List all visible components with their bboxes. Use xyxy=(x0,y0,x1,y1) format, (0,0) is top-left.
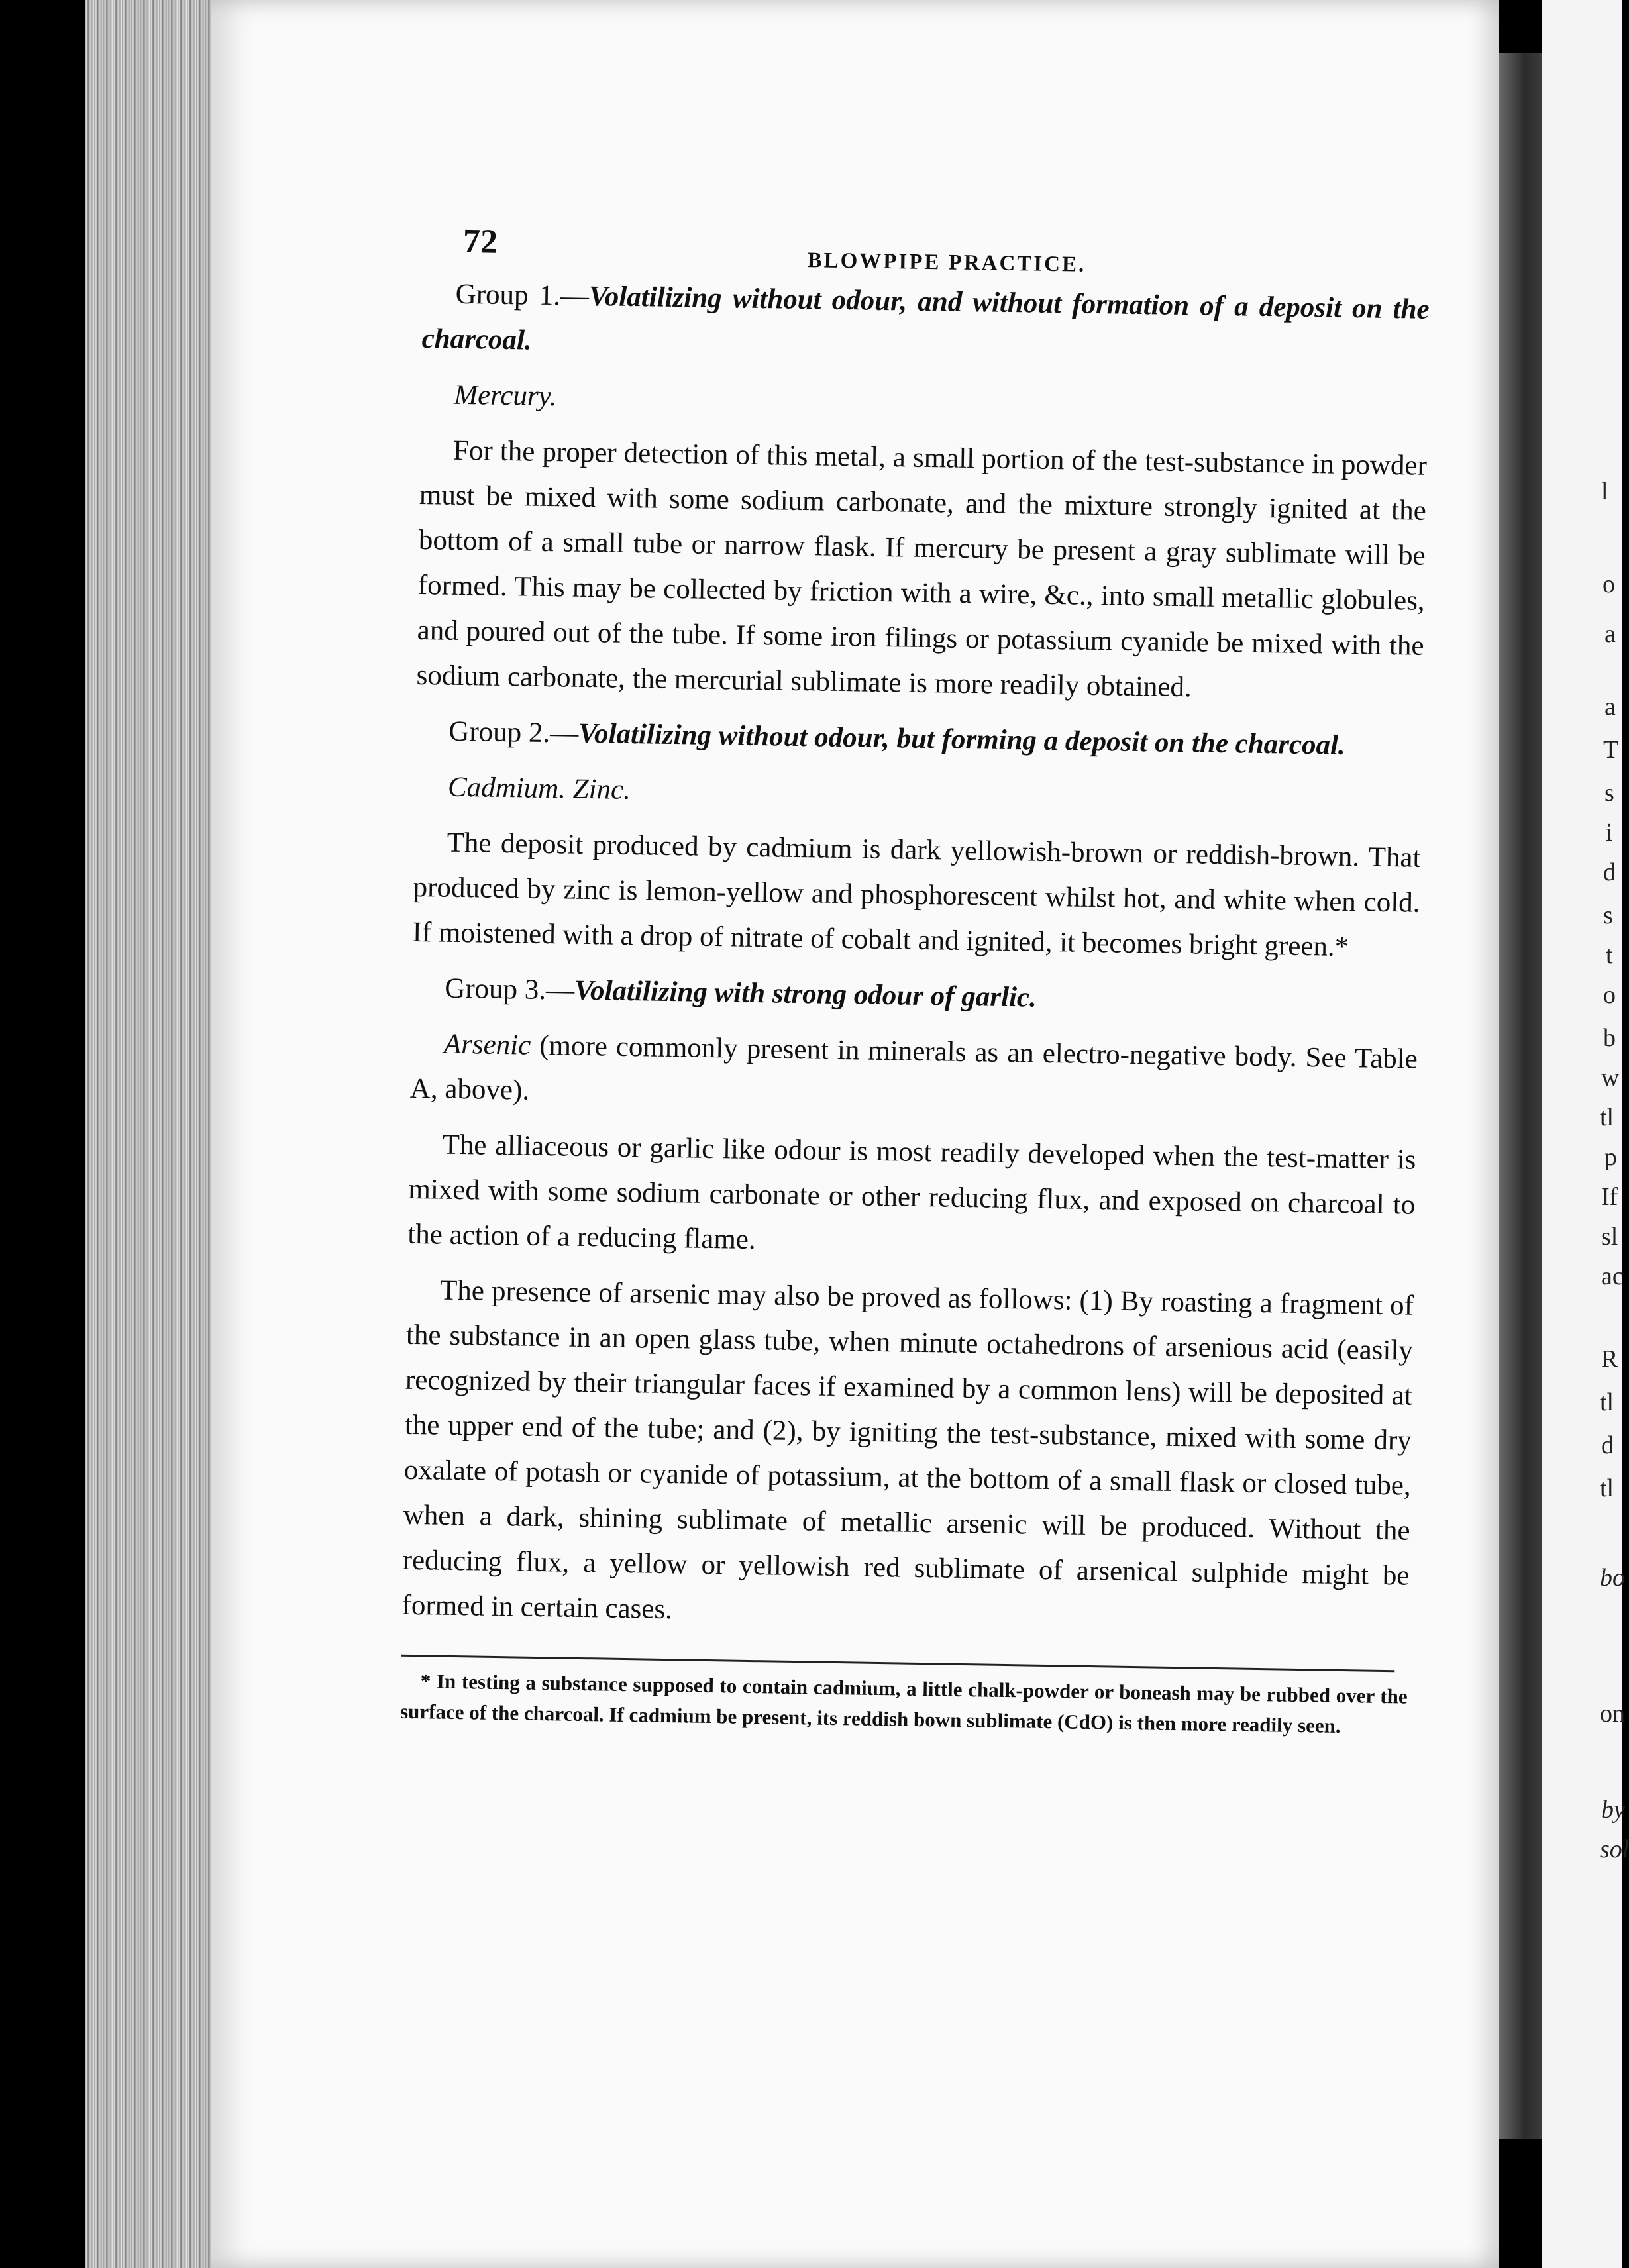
group1-heading xyxy=(421,272,1430,378)
adjacent-fragment: p xyxy=(1604,1143,1617,1171)
adjacent-page xyxy=(1542,0,1629,2268)
group2-heading-prefix: Group 2.— xyxy=(448,715,579,749)
group2-heading xyxy=(415,709,1423,770)
group1-paragraph: For the proper detection of this metal, a small portion of the test-substance in powder must be mixed with some sodium carbonate, and the mixture strongly ignited at the bottom of a small tube or narrow flask. If mercury be present a gray sublimate will be formed. This may be collected by friction with a wire, &c., into small metallic globules, and poured out of the tube. If some iron filings or potassium cyanide be mixed with the sodium carbonate, the mercurial sublimate is more readily obtained. xyxy=(416,435,1428,703)
running-head: BLOWPIPE PRACTICE. xyxy=(807,248,1086,277)
adjacent-fragment: s xyxy=(1604,779,1614,807)
group2-heading-text: Volatilizing without odour, but forming a deposit on the charcoal. xyxy=(578,717,1346,761)
group3-paragraph-1: The alliaceous or garlic like odour is most readily developed when the test-matter is mixed with some sodium carbonate or other reducing flux, and exposed on charcoal to the action of a reducing flame. xyxy=(407,1129,1416,1256)
adjacent-fragment: s xyxy=(1603,902,1613,929)
group3-heading-text: Volatilizing with strong odour of garlic. xyxy=(574,974,1037,1013)
adjacent-fragment: R xyxy=(1601,1345,1618,1373)
group3-paragraph-2: The presence of arsenic may also be proved as follows: (1) By roasting a fragment of the substance in an open glass tube, when minute octahedrons of arsenious acid (easily recognized by their triangular faces if examined by a common lens) will be deposited at the upper end of the tube; and (2), by igniting the test-substance, mixed with some dry oxalate of potash or cyanide of potassium, at the bottom of a small flask or closed tube, when a dark, shining sublimate of metallic arsenic will be produced. Without the reducing flux, a yellow or yellowish red sublimate of arsenical sulphide might be formed in certain cases. xyxy=(401,1274,1414,1625)
adjacent-fragment: l xyxy=(1601,478,1608,505)
group3-heading xyxy=(411,966,1419,1027)
adjacent-fragment: t xyxy=(1606,941,1613,969)
adjacent-fragment: i xyxy=(1606,819,1613,847)
page-content xyxy=(400,199,1431,1753)
arsenic-word: Arsenic xyxy=(443,1028,531,1061)
adjacent-fragment: tl xyxy=(1600,1388,1614,1416)
adjacent-fragment: tl xyxy=(1600,1104,1614,1131)
arsenic-description: (more commonly present in minerals as an electro-negative body. See Table A, above). xyxy=(409,1029,1418,1106)
group1-heading-text: Volatilizing without odour, and without formation of a deposit on the charcoal. xyxy=(421,280,1430,356)
adjacent-fragment: b xyxy=(1603,1024,1616,1052)
group2-paragraph: The deposit produced by cadmium is dark yellowish-brown or reddish-brown. That produced by zinc is lemon-yellow and phosphorescent whilst hot, and white when cold. If moistened with a drop of nitrate of cobalt and ignited, it becomes bright green.* xyxy=(412,827,1421,963)
group1-mineral: Mercury. xyxy=(453,379,557,413)
adjacent-fragment: bo xyxy=(1600,1564,1625,1592)
book-page-stack xyxy=(85,0,215,2268)
adjacent-fragment: d xyxy=(1601,1431,1614,1459)
book-gutter xyxy=(1499,53,1542,2139)
group2-minerals: Cadmium. Zinc. xyxy=(447,771,631,806)
adjacent-fragment: w xyxy=(1601,1064,1620,1092)
adjacent-fragment: d xyxy=(1603,858,1616,886)
adjacent-fragment: o xyxy=(1603,981,1616,1009)
adjacent-fragment: by xyxy=(1601,1796,1625,1824)
adjacent-fragment: T xyxy=(1603,736,1619,764)
adjacent-fragment: on xyxy=(1600,1700,1625,1727)
adjacent-fragment: a xyxy=(1604,620,1616,648)
group3-heading-prefix: Group 3.— xyxy=(444,972,575,1006)
adjacent-fragment: ac xyxy=(1601,1263,1624,1290)
group1-heading-prefix: Group 1.— xyxy=(455,278,590,312)
adjacent-fragment: sol xyxy=(1600,1835,1629,1863)
adjacent-fragment: a xyxy=(1604,693,1616,721)
arsenic-paragraph xyxy=(409,1021,1418,1127)
adjacent-fragment: o xyxy=(1603,570,1615,598)
adjacent-fragment: If xyxy=(1601,1183,1618,1211)
adjacent-fragment: sl xyxy=(1601,1223,1618,1251)
footnote: * In testing a substance supposed to contain cadmium, a little chalk-powder or boneash may be rubbed over the surface of the charcoal. If cadmium be present, its reddish bown sublimate (CdO) is then more readily seen. xyxy=(399,1669,1408,1738)
page-number: 72 xyxy=(462,222,498,261)
adjacent-fragment: tl xyxy=(1600,1474,1614,1502)
